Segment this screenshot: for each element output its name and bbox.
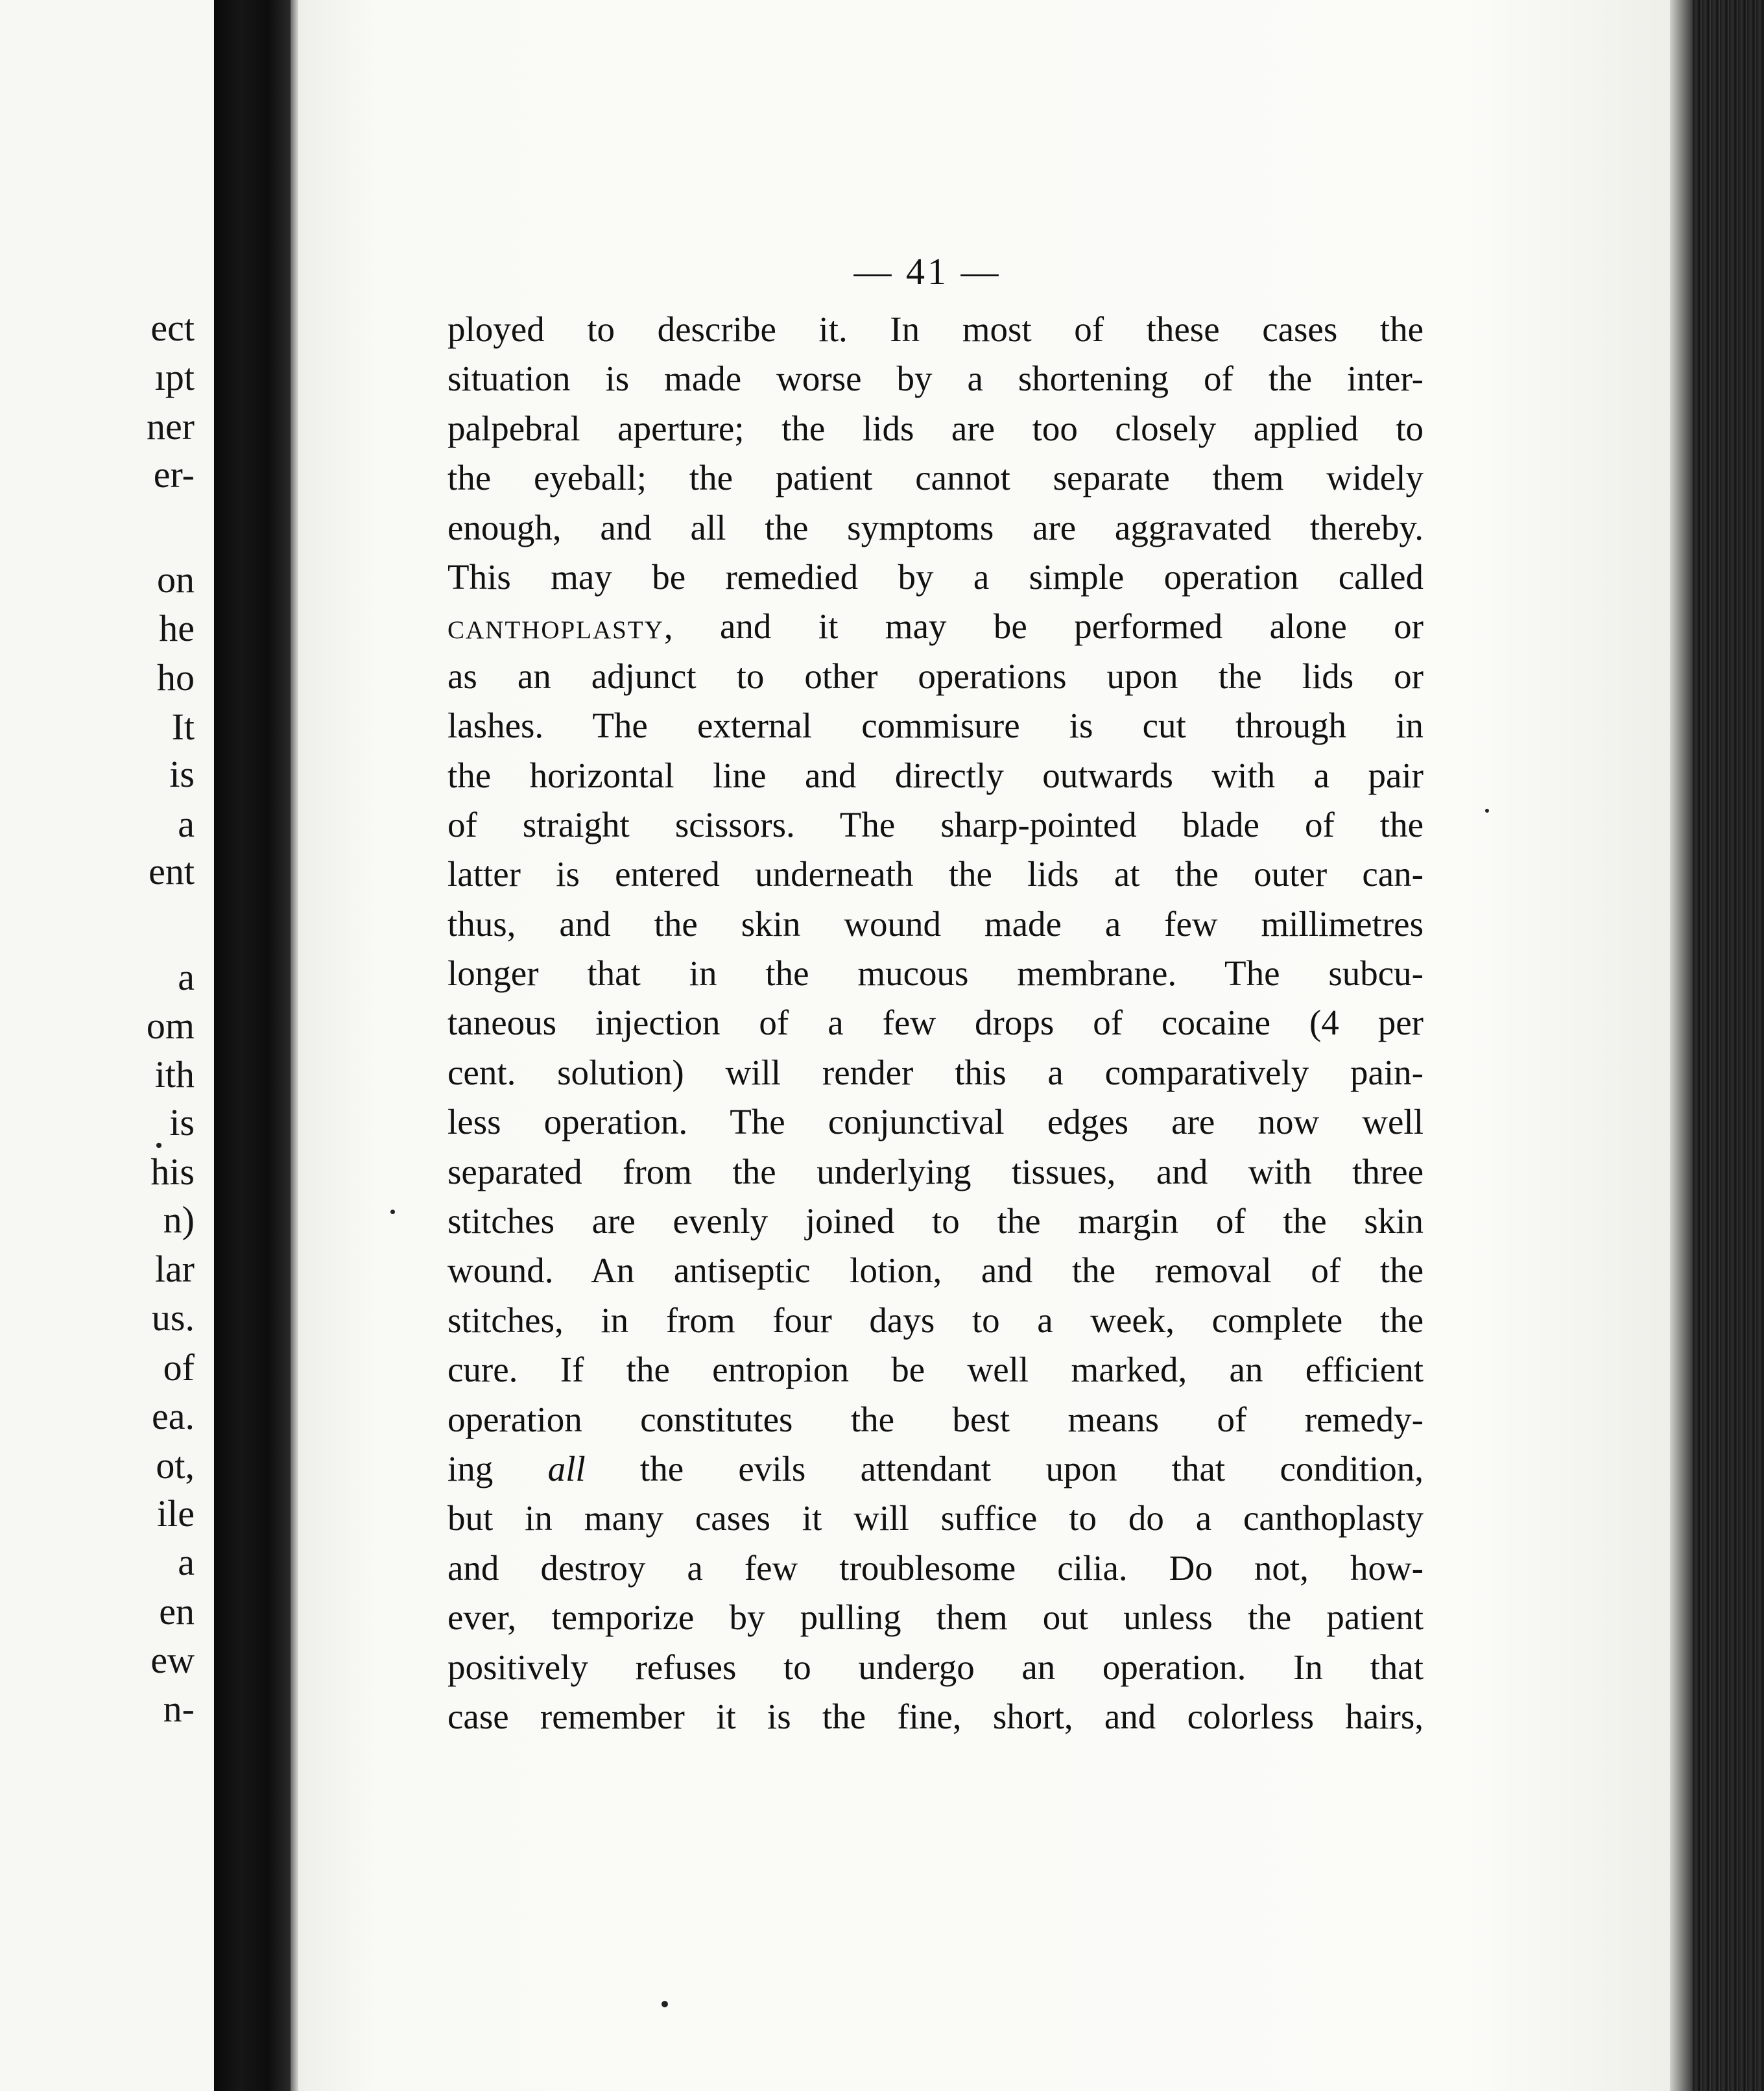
book-fore-edge (1693, 0, 1764, 2091)
left-page-fragment: he (159, 607, 195, 649)
text-line: This may be remedied by a simple operation called (447, 556, 1424, 597)
text-line: the eyeball; the patient cannot separate them widely (447, 458, 1424, 498)
text-line: stitches, in from four days to a week, complete the (447, 1300, 1424, 1340)
text-line: operation constitutes the best means of remedy- (447, 1399, 1424, 1439)
left-page-fragment: om (146, 1005, 195, 1047)
text-line (447, 1444, 1424, 1494)
left-page-fragment: us. (151, 1296, 195, 1339)
text-line: case remember it is the fine, short, and colorless hairs, (447, 1696, 1424, 1736)
text-span: ing (447, 1448, 548, 1488)
body-text (447, 305, 1424, 1741)
ink-speck (156, 1143, 161, 1148)
left-page-fragment: his (150, 1151, 195, 1193)
text-line: and destroy a few troublesome cilia. Do not, how- (447, 1547, 1424, 1588)
left-page-fragment: is (169, 753, 195, 795)
text-line: lashes. The external commisure is cut through in (447, 706, 1424, 746)
left-page-fragment: ith (154, 1053, 195, 1095)
left-page-fragment: er- (153, 453, 195, 496)
text-line: as an adjunct to other operations upon the lids or (447, 656, 1424, 696)
ink-speck (1485, 809, 1489, 813)
text-line: latter is entered underneath the lids at the outer can- (447, 854, 1424, 894)
left-page-fragment: a (178, 1541, 195, 1583)
text-line (447, 602, 1424, 651)
text-span: the evils attendant upon that condition, (585, 1448, 1424, 1488)
left-page-fragment: ot, (156, 1444, 195, 1487)
text-line: palpebral aperture; the lids are too closely applied to (447, 408, 1424, 448)
text-line: situation is made worse by a shortening of the inter- (447, 359, 1424, 399)
left-page-fragment: a (178, 803, 195, 845)
left-page-fragment: a (178, 956, 195, 998)
left-page-fragment: ile (157, 1492, 195, 1535)
text-line: taneous injection of a few drops of cocaine (4 per (447, 1003, 1424, 1043)
italic-term: all (547, 1448, 586, 1488)
left-page-fragment: ner (146, 405, 195, 448)
left-page-fragment: ho (157, 656, 195, 699)
book-gutter (214, 0, 291, 2091)
text-line: thus, and the skin wound made a few millimetres (447, 903, 1424, 944)
left-page-fragment: lar (154, 1248, 195, 1290)
left-page-fragment: ıpt (154, 356, 195, 398)
text-line: less operation. The conjunctival edges are now well (447, 1102, 1424, 1142)
text-line: of straight scissors. The sharp-pointed blade of the (447, 804, 1424, 844)
left-page-fragment: n) (163, 1199, 195, 1241)
text-line: the horizontal line and directly outwards with a pair (447, 755, 1424, 795)
page-number: — 41 — (853, 250, 1001, 293)
left-page-fragment: ent (149, 850, 195, 892)
ink-speck (662, 2001, 668, 2007)
text-line: stitches are evenly joined to the margin of the skin (447, 1201, 1424, 1241)
text-line: ever, temporize by pulling them out unless the patient (447, 1597, 1424, 1638)
left-page-fragment: is (169, 1101, 195, 1143)
left-page-fragment: ew (150, 1639, 195, 1681)
left-page-fragment: n- (163, 1688, 195, 1730)
text-line: cure. If the entropion be well marked, an efficient (447, 1350, 1424, 1390)
page-right-edge (1670, 0, 1693, 2091)
text-line: but in many cases it will suffice to do a canthoplasty (447, 1498, 1424, 1538)
left-page-fragment: ea. (152, 1395, 195, 1437)
text-line: separated from the underlying tissues, and with three (447, 1151, 1424, 1191)
left-page-fragment: It (171, 706, 195, 748)
left-page-fragment: of (163, 1346, 195, 1389)
gutter-edge (291, 0, 298, 2091)
text-line: longer that in the mucous membrane. The subcu- (447, 953, 1424, 994)
ink-speck (390, 1210, 395, 1214)
left-page-fragment: en (159, 1590, 195, 1632)
left-page-fragment: on (157, 558, 195, 601)
text-span: , and it may be performed alone or (663, 606, 1424, 647)
text-line: ployed to describe it. In most of these cases the (447, 309, 1424, 349)
left-facing-page (0, 0, 214, 2091)
left-page-fragment: ect (150, 307, 195, 349)
text-line: enough, and all the symptoms are aggravated thereby. (447, 507, 1424, 547)
text-line: cent. solution) will render this a comparatively pain- (447, 1052, 1424, 1092)
text-line: positively refuses to undergo an operation. In that (447, 1647, 1424, 1687)
text-line: wound. An antiseptic lotion, and the removal of the (447, 1250, 1424, 1291)
smallcaps-term: canthoplasty (447, 606, 664, 647)
